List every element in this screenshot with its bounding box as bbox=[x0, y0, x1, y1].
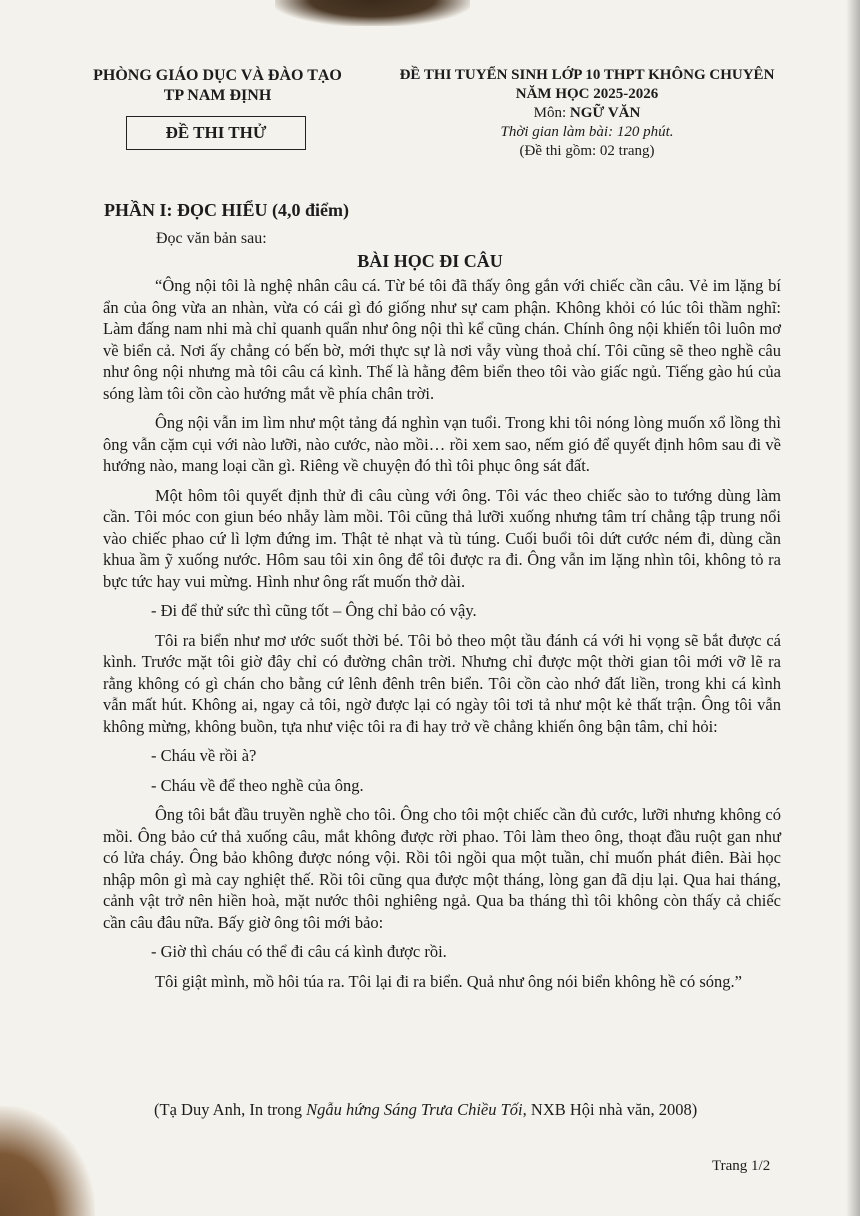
source-suffix: , NXB Hội nhà văn, 2008) bbox=[522, 1100, 698, 1119]
paragraph: Ông nội vẫn im lìm như một tảng đá nghìn vạn tuổi. Trong khi tôi nóng lòng muốn xổ lồng thì ông vẫn cặm cụi với nào lưỡi, nào cước, nào mồi… rồi xem sao, nếm gió để quyết định hôm sau đi về hướng nào, mang loại cần gì. Riêng về chuyện đó thì tôi phục ông sát đất. bbox=[103, 413, 781, 475]
instruction: Đọc văn bản sau: bbox=[156, 230, 267, 247]
issuer-line-1: PHÒNG GIÁO DỤC VÀ ĐÀO TẠO bbox=[93, 67, 342, 84]
time-allowed: Thời gian làm bài: 120 phút. bbox=[500, 124, 674, 140]
section-title: PHẦN I: ĐỌC HIỂU (4,0 điểm) bbox=[104, 200, 349, 220]
subject-prefix: Môn: bbox=[533, 105, 570, 121]
page-number: Trang 1/2 bbox=[712, 1158, 771, 1174]
issuer-block bbox=[85, 66, 350, 106]
dialogue-line: - Cháu về rồi à? bbox=[151, 746, 257, 765]
source-citation bbox=[154, 1100, 697, 1120]
dialogue-line: - Cháu về để theo nghề của ông. bbox=[151, 775, 364, 795]
scan-shadow-top bbox=[275, 0, 470, 26]
subject-line bbox=[372, 104, 802, 123]
paragraph: Một hôm tôi quyết định thử đi câu cùng với ông. Tôi vác theo chiếc sào to tướng dùng làm cần. Tôi móc con giun béo nhẫy làm mồi. Tôi cũng thả lưỡi xuống nhưng tâm trí chẳng tập trung nổi vào chiếc phao cứ lì lợm đứng im. Thật tẻ nhạt và tù túng. Cuối buổi tôi dứt cước ném đi, dùng cần khua ầm ỹ xuống nước. Hôm sau tôi xin ông để tôi được ra đi. Ông vẫn im lặng nhìn tôi, không tỏ ra bực tức hay vui mừng. Hình như ông rất muốn thở dài. bbox=[103, 485, 781, 591]
story-body bbox=[103, 275, 781, 1000]
issuer-line-2: TP NAM ĐỊNH bbox=[163, 87, 272, 104]
paragraph: Tôi ra biển như mơ ước suốt thời bé. Tôi bỏ theo một tầu đánh cá với hi vọng sẽ bắt được cá kình. Trước mặt tôi giờ đây chỉ có đường chân trời. Nhưng chỉ được một thời gian tôi mới vỡ lẽ ra rằng không có gì chán cho bằng cứ lênh đênh trên biển. Tôi cồn cào nhớ đất liền, trong khi cá kình vẫn mất hút. Không ai, ngay cả tôi, ngờ được lại có ngày tôi tơi tả như một kẻ thất trận. Ông tôi vẫn không mừng, không buồn, tựa như việc tôi ra đi hay trở về chẳng khiến ông bận tâm, chỉ hỏi: bbox=[103, 630, 781, 736]
exam-info-block bbox=[372, 66, 802, 161]
subject-name: NGỮ VĂN bbox=[569, 105, 641, 121]
story-title: BÀI HỌC ĐI CÂU bbox=[357, 251, 503, 271]
source-prefix: (Tạ Duy Anh, In trong bbox=[154, 1100, 307, 1119]
exam-title: ĐỀ THI TUYỂN SINH LỚP 10 THPT KHÔNG CHUYÊN bbox=[399, 67, 775, 83]
dialogue-line: - Giờ thì cháu có thể đi câu cá kình được rồi. bbox=[151, 942, 447, 961]
source-book: Ngẫu hứng Sáng Trưa Chiều Tối bbox=[306, 1100, 523, 1119]
paragraph: Ông tôi bắt đầu truyền nghề cho tôi. Ông cho tôi một chiếc cần đủ cước, lưỡi nhưng không có mồi. Ông bảo cứ thả xuống câu, mắt không được rời phao. Tôi làm theo ông, thoạt đầu ruột gan như có lửa cháy. Ông bảo không được nóng vội. Rồi tôi ngồi qua một tuần, chỉ muốn phát điên. Bài học nhập môn gì mà cay nghiệt thế. Rồi tôi cũng qua được một tháng, lòng gan đã dịu lại. Qua hai tháng, cảnh vật trở nên hiền hoà, mặt nước thôi nghiêng ngả. Qua ba tháng thì tôi không còn thấy cả chiếc cần câu đâu nữa. Bấy giờ ông tôi mới bảo: bbox=[103, 805, 781, 932]
trial-exam-box: ĐỀ THI THỬ bbox=[126, 116, 306, 150]
page-count: (Đề thi gồm: 02 trang) bbox=[519, 143, 655, 159]
dialogue-line: - Đi để thử sức thì cũng tốt – Ông chỉ bảo có vậy. bbox=[151, 601, 477, 620]
school-year: NĂM HỌC 2025-2026 bbox=[515, 86, 659, 102]
scan-shadow-edge bbox=[846, 0, 860, 1216]
scan-shadow-corner bbox=[0, 1106, 95, 1216]
paragraph: “Ông nội tôi là nghệ nhân câu cá. Từ bé tôi đã thấy ông gắn với chiếc cần câu. Vẻ im lặng bí ẩn của ông vừa an nhàn, vừa có cái gì đó giống như sự cam phận. Không khỏi có lúc tôi thầm nghĩ: Làm đấng nam nhi mà chỉ quanh quẩn như ông nội thì kể cũng chán. Chính ông nội khiến tôi luôn mơ về biển cả. Nơi ấy chẳng có bến bờ, mới thực sự là nơi vẫy vùng thoả chí. Tôi cũng sẽ theo nghề câu như ông nội nhưng mà tôi câu cá kình. Thế là hằng đêm biển theo tôi vào giấc ngủ. Tiếng gào hú của sóng làm tôi cồn cào hướng mắt về phía chân trời. bbox=[103, 276, 781, 403]
paragraph: Tôi giật mình, mồ hôi túa ra. Tôi lại đi ra biển. Quả như ông nói biển không hề có sóng.” bbox=[155, 971, 742, 991]
